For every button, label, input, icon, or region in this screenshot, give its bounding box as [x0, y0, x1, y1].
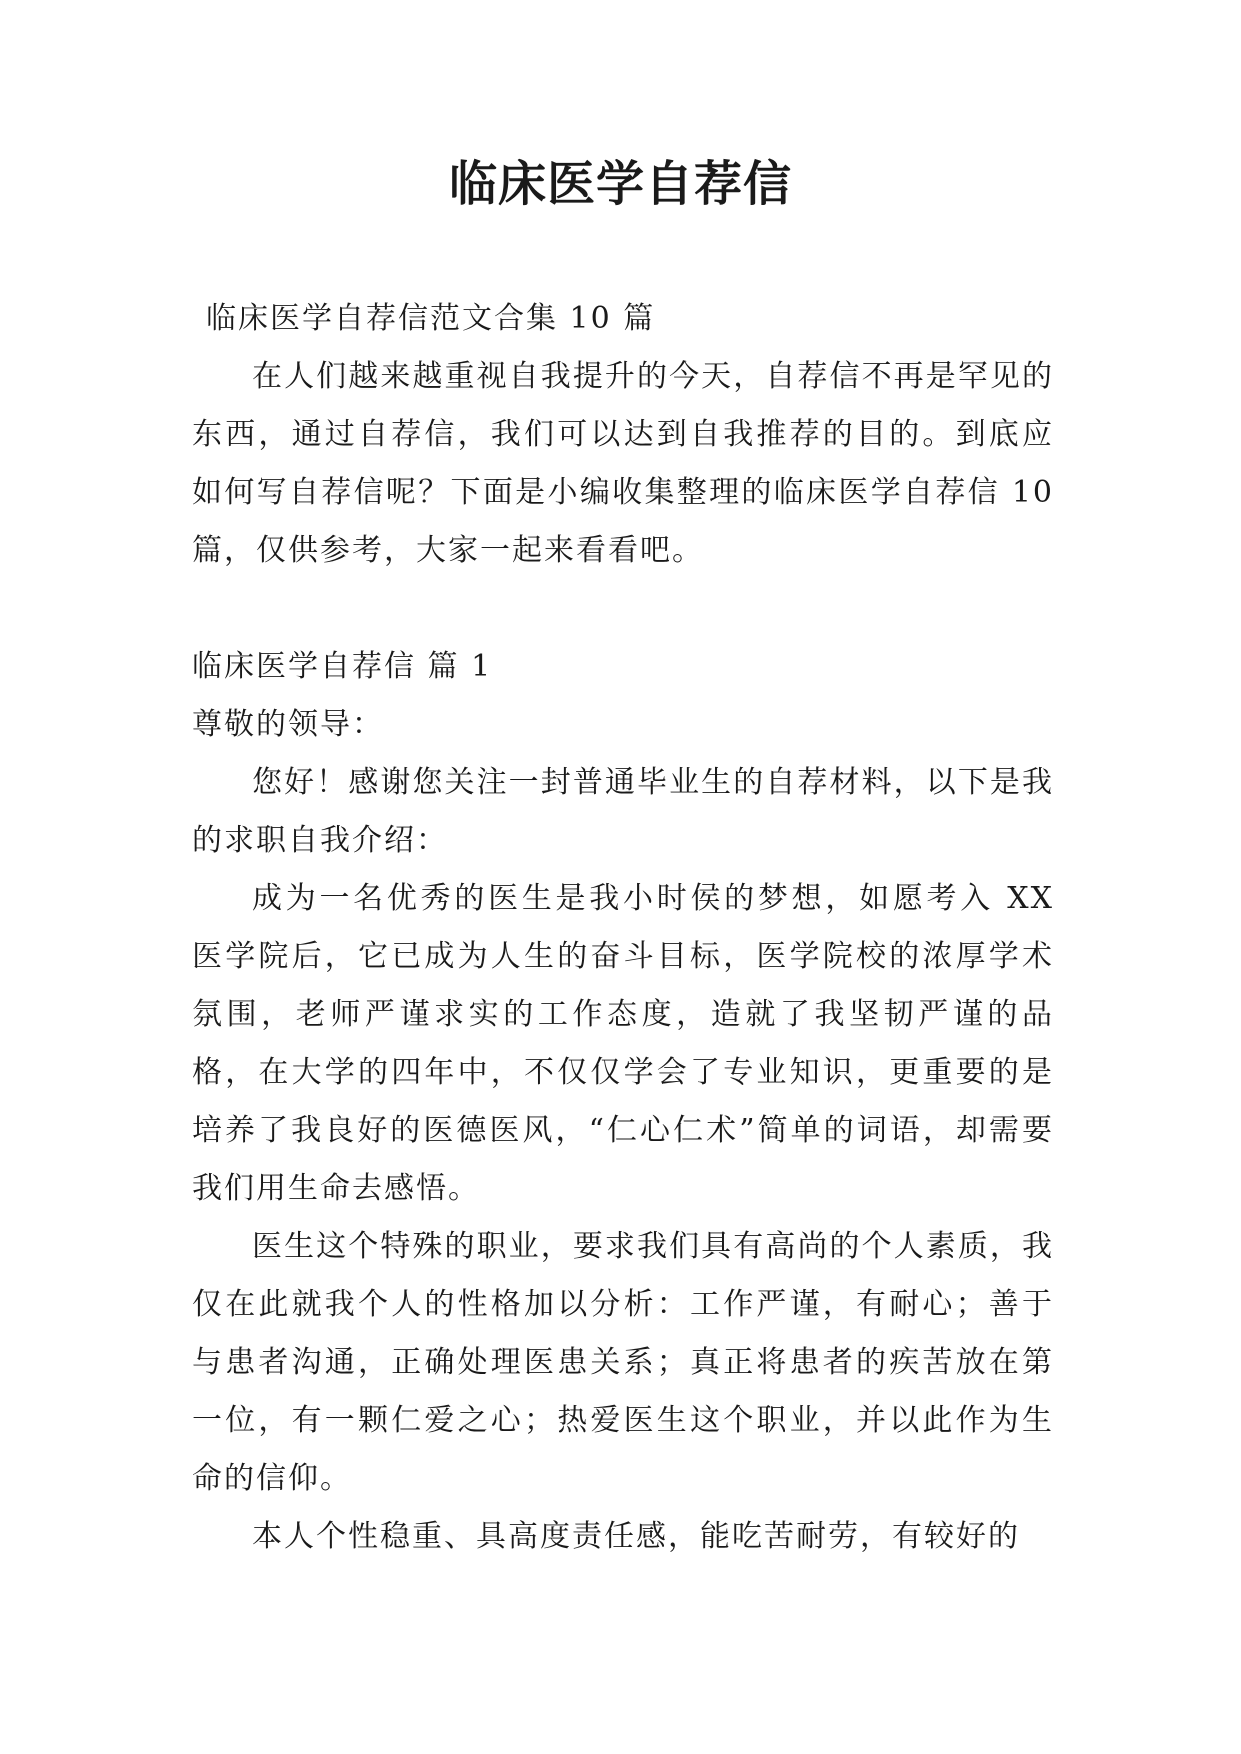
salutation: 尊敬的领导： [192, 707, 384, 742]
document-subtitle: 临床医学自荐信范文合集 10 篇 [206, 301, 656, 336]
section-spacer [192, 580, 1054, 638]
body-paragraph-2: 成为一名优秀的医生是我小时侯的梦想，如愿考入 XX 医学院后，它已成为人生的奋斗目标，医学院校的浓厚学术氛围，老师严谨求实的工作态度，造就了我坚韧严谨的品格，在大学的四年中，不仅仅学会了专业知识，更重要的是培养了我良好的医德医风，“仁心仁术”简单的词语，却需要我们用生命去感悟。 [192, 881, 1054, 1206]
document-title: 临床医学自荐信 [448, 156, 792, 212]
document-body [192, 290, 1054, 1566]
body-paragraph-3: 医生这个特殊的职业，要求我们具有高尚的个人素质，我仅在此就我个人的性格加以分析：工作严谨，有耐心；善于与患者沟通，正确处理医患关系；真正将患者的疾苦放在第一位，有一颗仁爱之心；热爱医生这个职业，并以此作为生命的信仰。 [192, 1229, 1054, 1496]
section-heading: 临床医学自荐信 篇 1 [192, 649, 493, 684]
intro-paragraph: 在人们越来越重视自我提升的今天，自荐信不再是罕见的东西，通过自荐信，我们可以达到自我推荐的目的。到底应如何写自荐信呢？下面是小编收集整理的临床医学自荐信 10 篇，仅供参考，大家一起来看看吧。 [192, 359, 1054, 568]
body-paragraph-4: 本人个性稳重、具高度责任感，能吃苦耐劳，有较好的 [252, 1519, 1020, 1554]
body-paragraph-1: 您好！感谢您关注一封普通毕业生的自荐材料，以下是我的求职自我介绍： [192, 765, 1054, 858]
